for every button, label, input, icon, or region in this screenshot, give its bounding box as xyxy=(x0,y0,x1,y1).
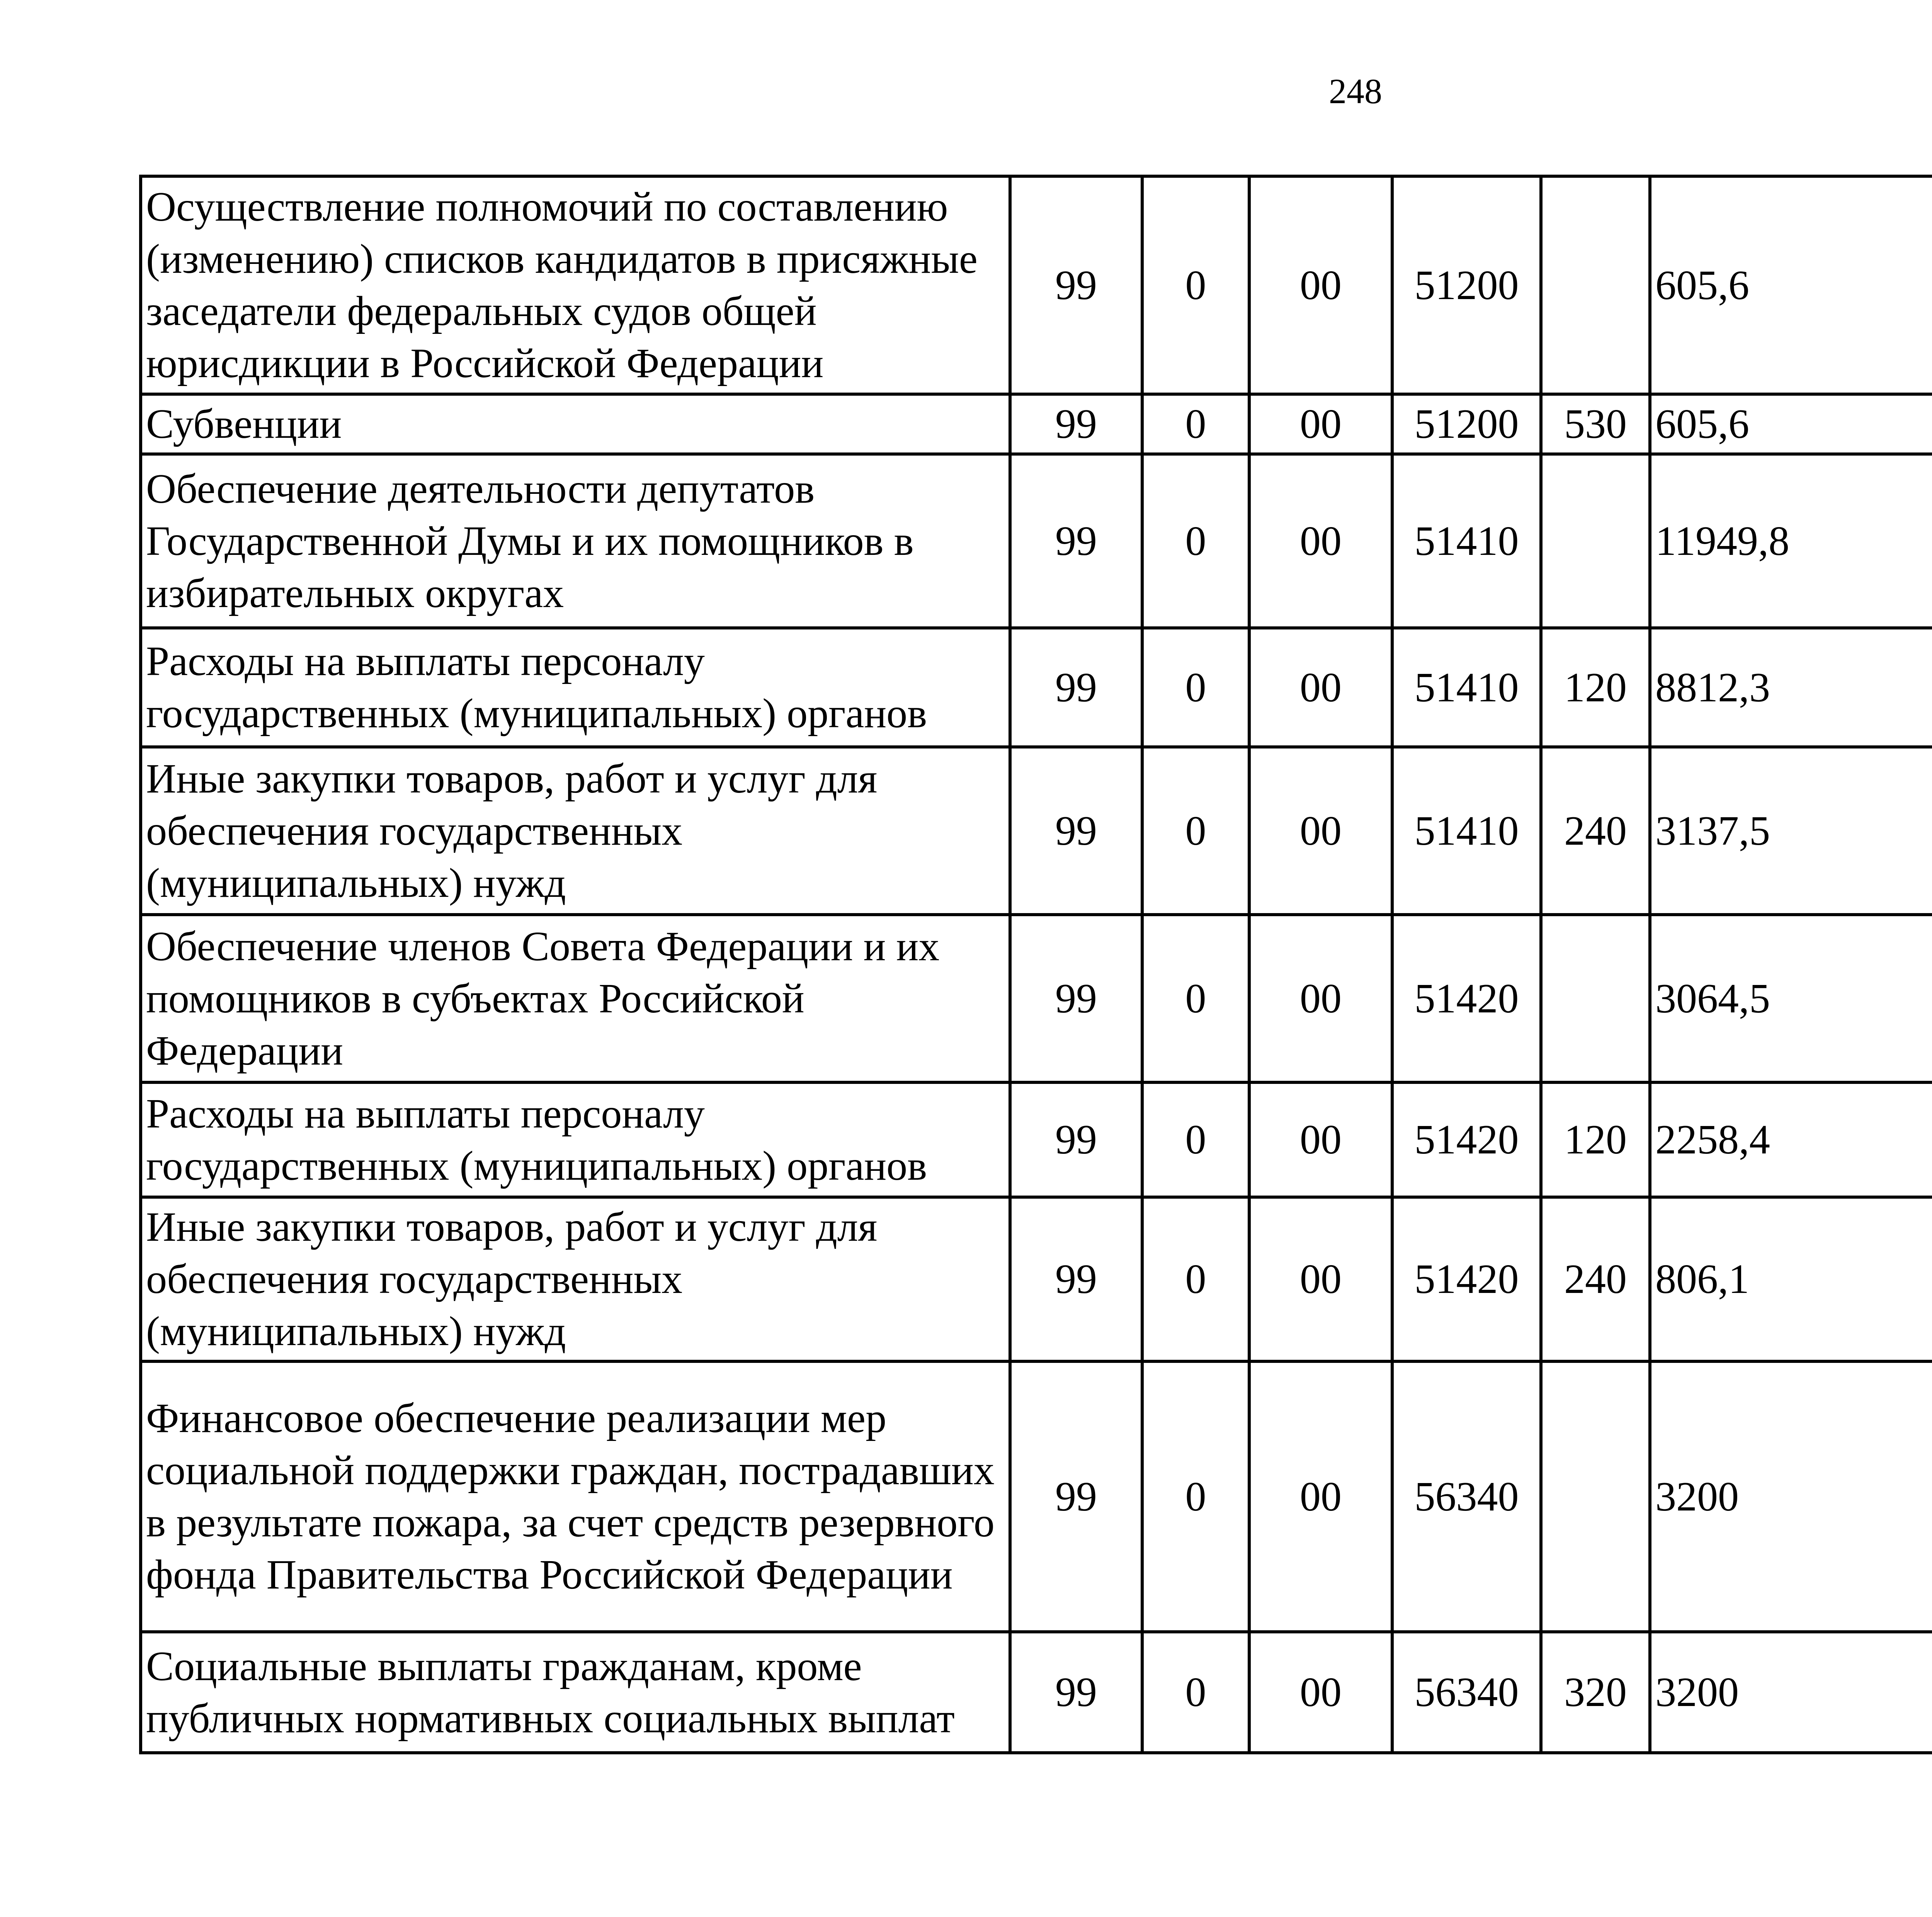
code-3: 00 xyxy=(1249,394,1392,454)
code-4: 51410 xyxy=(1392,747,1541,915)
code-4: 51410 xyxy=(1392,454,1541,628)
table-row xyxy=(141,176,1932,394)
code-1: 99 xyxy=(1010,1632,1142,1753)
code-1: 99 xyxy=(1010,915,1142,1082)
row-name: Обеспечение членов Совета Федерации и их помощников в субъектах Российской Федерации xyxy=(141,915,1010,1082)
row-name: Иные закупки товаров, работ и услуг для обеспечения государственных (муниципальных) нужд xyxy=(141,1197,1010,1361)
amount-1: 3200 xyxy=(1650,1632,1932,1753)
code-2: 0 xyxy=(1142,1361,1249,1632)
code-3: 00 xyxy=(1249,1082,1392,1197)
table-row xyxy=(141,1082,1932,1197)
row-name: Социальные выплаты гражданам, кроме публичных нормативных социальных выплат xyxy=(141,1632,1010,1753)
code-3: 00 xyxy=(1249,628,1392,747)
row-name: Субвенции xyxy=(141,394,1010,454)
code-3: 00 xyxy=(1249,915,1392,1082)
row-name: Осуществление полномочий по составлению (изменению) списков кандидатов в присяжные заседатели федеральных судов общей юрисдикции в Российской Федерации xyxy=(141,176,1010,394)
table-row xyxy=(141,394,1932,454)
code-4: 56340 xyxy=(1392,1361,1541,1632)
code-2: 0 xyxy=(1142,1082,1249,1197)
code-5 xyxy=(1541,454,1650,628)
amount-1: 11949,8 xyxy=(1650,454,1932,628)
budget-table xyxy=(139,175,1932,1754)
code-4: 51200 xyxy=(1392,176,1541,394)
code-2: 0 xyxy=(1142,628,1249,747)
table-row xyxy=(141,454,1932,628)
code-5: 240 xyxy=(1541,1197,1650,1361)
table-body xyxy=(141,176,1932,1753)
code-1: 99 xyxy=(1010,1197,1142,1361)
code-5: 320 xyxy=(1541,1632,1650,1753)
amount-1: 605,6 xyxy=(1650,176,1932,394)
table-row xyxy=(141,1632,1932,1753)
code-4: 51420 xyxy=(1392,915,1541,1082)
code-1: 99 xyxy=(1010,1082,1142,1197)
code-5: 530 xyxy=(1541,394,1650,454)
code-5 xyxy=(1541,1361,1650,1632)
code-2: 0 xyxy=(1142,1632,1249,1753)
page-number: 248 xyxy=(1329,71,1382,111)
code-5 xyxy=(1541,915,1650,1082)
code-1: 99 xyxy=(1010,454,1142,628)
amount-1: 605,6 xyxy=(1650,394,1932,454)
code-4: 51420 xyxy=(1392,1197,1541,1361)
code-3: 00 xyxy=(1249,454,1392,628)
row-name: Расходы на выплаты персоналу государственных (муниципальных) органов xyxy=(141,1082,1010,1197)
code-4: 56340 xyxy=(1392,1632,1541,1753)
code-1: 99 xyxy=(1010,394,1142,454)
code-2: 0 xyxy=(1142,176,1249,394)
row-name: Финансовое обеспечение реализации мер социальной поддержки граждан, пострадавших в результате пожара, за счет средств резервного фонда Правительства Российской Федерации xyxy=(141,1361,1010,1632)
table-row xyxy=(141,1361,1932,1632)
code-5: 120 xyxy=(1541,1082,1650,1197)
code-3: 00 xyxy=(1249,747,1392,915)
code-3: 00 xyxy=(1249,1197,1392,1361)
code-4: 51420 xyxy=(1392,1082,1541,1197)
row-name: Иные закупки товаров, работ и услуг для обеспечения государственных (муниципальных) нужд xyxy=(141,747,1010,915)
code-1: 99 xyxy=(1010,176,1142,394)
code-2: 0 xyxy=(1142,1197,1249,1361)
amount-1: 3137,5 xyxy=(1650,747,1932,915)
amount-1: 2258,4 xyxy=(1650,1082,1932,1197)
row-name: Расходы на выплаты персоналу государственных (муниципальных) органов xyxy=(141,628,1010,747)
amount-1: 806,1 xyxy=(1650,1197,1932,1361)
table-row xyxy=(141,1197,1932,1361)
code-2: 0 xyxy=(1142,915,1249,1082)
table-row xyxy=(141,915,1932,1082)
code-2: 0 xyxy=(1142,747,1249,915)
code-4: 51410 xyxy=(1392,628,1541,747)
code-3: 00 xyxy=(1249,1361,1392,1632)
code-2: 0 xyxy=(1142,454,1249,628)
amount-1: 3200 xyxy=(1650,1361,1932,1632)
code-5: 120 xyxy=(1541,628,1650,747)
code-5: 240 xyxy=(1541,747,1650,915)
table-row xyxy=(141,747,1932,915)
table-row xyxy=(141,628,1932,747)
code-4: 51200 xyxy=(1392,394,1541,454)
amount-1: 3064,5 xyxy=(1650,915,1932,1082)
code-3: 00 xyxy=(1249,176,1392,394)
code-2: 0 xyxy=(1142,394,1249,454)
code-1: 99 xyxy=(1010,1361,1142,1632)
code-1: 99 xyxy=(1010,628,1142,747)
code-1: 99 xyxy=(1010,747,1142,915)
code-3: 00 xyxy=(1249,1632,1392,1753)
amount-1: 8812,3 xyxy=(1650,628,1932,747)
code-5 xyxy=(1541,176,1650,394)
row-name: Обеспечение деятельности депутатов Государственной Думы и их помощников в избирательных округах xyxy=(141,454,1010,628)
